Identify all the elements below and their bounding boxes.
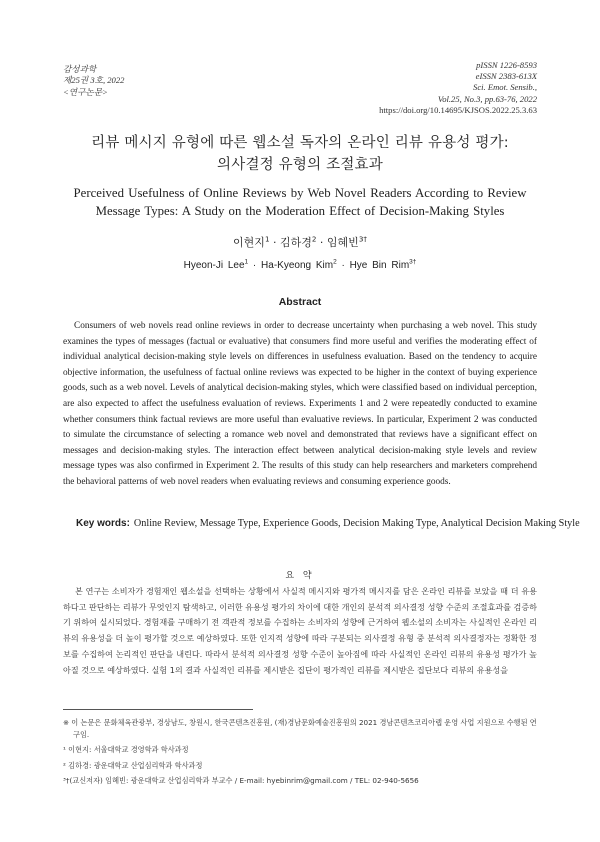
keywords-label: Key words: <box>76 518 130 529</box>
journal-name-en: Sci. Emot. Sensib., <box>473 82 537 93</box>
keywords-text: Online Review, Message Type, Experience Goods, Decision Making Type, Analytical Decision Making Style <box>133 518 580 529</box>
journal-volume-en: Vol.25, No.3, pp.63-76, 2022 <box>437 93 537 104</box>
footnote-divider <box>63 709 253 710</box>
title-korean <box>0 132 600 176</box>
title-korean-line1: 리뷰 메시지 유형에 따른 웹소설 독자의 온라인 리뷰 유용성 평가: <box>91 135 509 151</box>
author-ko-2: 김하경$^2$ <box>279 234 317 249</box>
journal-header-right <box>379 60 537 116</box>
doi-link[interactable]: https://doi.org/10.14695/KJSOS.2022.25.3.63 <box>379 104 537 115</box>
abstract-text: Consumers of web novels read online reviews in order to decrease uncertainty when purchasing a web novel. This study examines the types of messages (factual or evaluative) that consumers find more useful and verifies the moderating effect of individual analytical decision-making style levels on differences in usefulness evaluation. Based on the tendency to acquire objective information, the usefulness of factual online reviews was expected to be higher in the context of buying experience goods, such as a web novel. Levels of analytical decision-making styles, which were classified based on individual perception, are also expected to affect the usefulness evaluation of reviews. Experiments 1 and 2 were repeatedly conducted to examine whether consumers think factual reviews are more useful than evaluative reviews. In particular, Experiment 2 was conducted to simulate the circumstance of selecting a romance web novel and demonstrated that reviews have a significant effect on messages and decision-making styles. The interaction effect between analytical decision-making style levels and review message types was also confirmed in Experiment 2. The results of this study can help researchers and marketers comprehend the behavioral patterns of web novel readers when evaluating reviews and consuming experience goods. <box>63 321 537 487</box>
eissn: eISSN 2383-613X <box>475 71 537 82</box>
author-ko-3: 임혜빈$^{3\dagger}$ <box>326 234 367 249</box>
footnote-author-2: ² 김하경: 광운대학교 산업심리학과 학사과정 <box>63 760 203 770</box>
abstract-heading: Abstract <box>278 296 322 308</box>
footnote-author-3: ³†(교신저자) 임혜빈: 광운대학교 산업심리학과 부교수 / E-mail: hyebinrim@gmail.com / TEL: 02-940-5656 <box>63 776 419 785</box>
pissn: pISSN 1226-8593 <box>476 60 537 70</box>
keywords <box>76 516 592 532</box>
author-en-1: Hyeon-Ji Lee$^1$ <box>183 258 249 271</box>
article-type: <연구논문> <box>63 86 108 97</box>
authors-korean: 이현지$^1$ · 김하경$^2$ · 임혜빈$^{3\dagger}$ <box>233 234 367 249</box>
footnotes <box>63 717 537 791</box>
author-ko-1: 이현지$^1$ <box>233 234 270 249</box>
title-english: Perceived Usefulness of Online Reviews by Web Novel Readers According to Review Message Types: A Study on the Moderation Effect of Decision-Making Styles <box>73 186 527 218</box>
summary-heading: 요 약 <box>285 571 315 581</box>
journal-header-left <box>63 64 124 98</box>
footnote-funding: ※ 이 논문은 문화체육관광부, 경상남도, 창원시, 한국콘텐츠진흥원, (재)경남문화예술진흥원의 2021 경남콘텐츠코리아랩 운영 사업 지원으로 수행된 연구임. <box>63 718 537 739</box>
summary-text: 본 연구는 소비자가 경험재인 웹소설을 선택하는 상황에서 사실적 메시지와 평가적 메시지를 담은 온라인 리뷰를 보았을 때 더 유용하다고 판단하는 리뷰가 무엇인지 탐색하고, 이러한 유용성 평가의 차이에 대한 개인의 분석적 의사결정 성향 수준의 조절효과를 검증하기 위하여 실시되었다. 경험재를 구매하기 전 객관적 정보를 수집하는 소비자의 성향에 근거하여 웹소설의 소비자는 사실적인 온라인 리뷰의 유용성을 더 높이 평가할 것으로 예상하였다. 또한 인지적 성향에 따라 구분되는 의사결정 유형 중 분석적 의사결정자는 정확한 정보를 수집하여 논리적인 판단을 내린다. 따라서 분석적 의사결정 성향 수준이 높아짐에 따라 사실적인 온라인 리뷰의 유용성 평가가 높아질 것으로 예상하였다. 실험 1의 결과 사실적인 리뷰를 제시받은 집단이 평가적인 리뷰를 제시받은 집단보다 리뷰의 유용성을 <box>63 586 537 675</box>
journal-volume-ko: 제25권 3호, 2022 <box>63 75 125 86</box>
title-korean-line2: 의사결정 유형의 조절효과 <box>217 157 383 173</box>
journal-name-ko: 감성과학 <box>63 64 97 74</box>
author-en-3: Hye Bin Rim$^{3\dagger}$ <box>349 258 417 271</box>
author-en-2: Ha-Kyeong Kim$^2$ <box>261 258 337 271</box>
footnote-author-1: ¹ 이현지: 서울대학교 경영학과 학사과정 <box>63 745 189 754</box>
authors-english: Hyeon-Ji Lee$^1$ · Ha-Kyeong Kim$^2$ · Hye Bin Rim$^{3\dagger}$ <box>183 258 417 271</box>
